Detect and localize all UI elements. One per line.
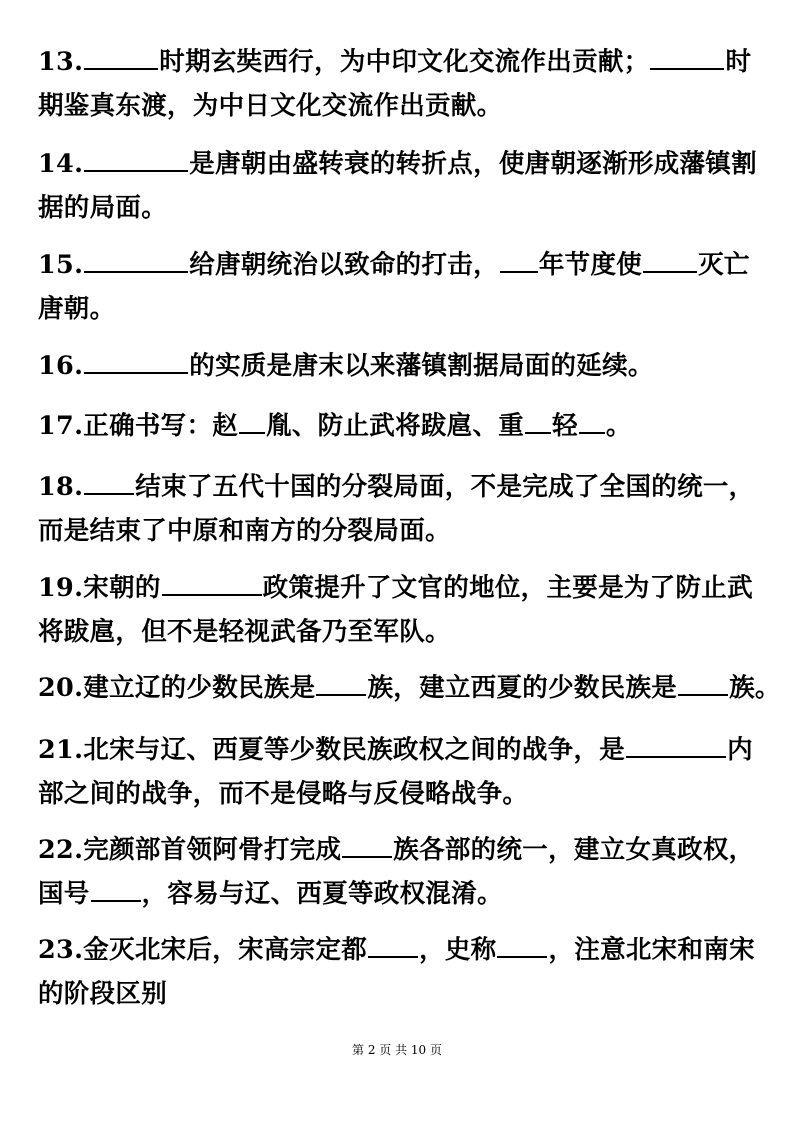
answer-blank[interactable] xyxy=(650,44,724,70)
question-text: 北宋与辽、西夏等少数民族政权之间的战争，是 xyxy=(83,735,626,765)
answer-blank[interactable] xyxy=(91,876,141,902)
question-text: 族各部的统一，建立女真政权， xyxy=(393,835,755,865)
question-text: 族。 xyxy=(729,673,781,703)
question-text: 的阶段区别 xyxy=(38,979,168,1009)
question-text: 时期玄奘西行，为中印文化交流作出贡献； xyxy=(159,47,650,77)
question-text: 年节度使 xyxy=(538,250,643,280)
answer-blank[interactable] xyxy=(643,247,697,273)
question-text: 。 xyxy=(605,411,632,441)
question-17 xyxy=(38,404,632,448)
question-text: 唐朝。 xyxy=(38,294,116,324)
question-number: 18. xyxy=(38,472,84,502)
answer-blank[interactable] xyxy=(239,408,265,434)
question-text: 完颜部首领阿骨打完成 xyxy=(83,835,342,865)
question-number: 17. xyxy=(38,411,84,441)
question-number: 23. xyxy=(38,935,84,965)
question-16 xyxy=(38,344,654,388)
question-text: 时 xyxy=(725,47,752,77)
answer-blank[interactable] xyxy=(342,832,392,858)
question-text: ，注意北宋和南宋 xyxy=(548,935,755,965)
question-text: 据的局面。 xyxy=(38,193,168,223)
question-15 xyxy=(38,243,750,331)
question-text: ，容易与辽、西夏等政权混淆。 xyxy=(141,879,503,909)
question-number: 22. xyxy=(38,835,84,865)
question-text: 宋朝的 xyxy=(83,573,161,603)
page-footer: 第 2 页 共 10 页 xyxy=(352,1043,442,1057)
question-18 xyxy=(38,465,754,553)
answer-blank[interactable] xyxy=(500,247,538,273)
answer-blank[interactable] xyxy=(579,408,605,434)
answer-blank[interactable] xyxy=(525,408,551,434)
question-text: 正确书写：赵 xyxy=(83,411,239,441)
question-number: 16. xyxy=(38,351,84,381)
question-text: 给唐朝统治以致命的打击， xyxy=(189,250,499,280)
answer-blank[interactable] xyxy=(84,146,188,172)
question-text: 内 xyxy=(727,735,753,765)
question-number: 14. xyxy=(38,149,84,179)
question-text: 是唐朝由盛转衰的转折点，使唐朝逐渐形成藩镇割 xyxy=(189,149,757,179)
question-number: 19. xyxy=(38,573,84,603)
answer-blank[interactable] xyxy=(84,44,158,70)
answer-blank[interactable] xyxy=(497,932,547,958)
question-23 xyxy=(38,928,755,1016)
question-number: 21. xyxy=(38,735,84,765)
question-text: 胤、防止武将跋扈、重 xyxy=(266,411,525,441)
answer-blank[interactable] xyxy=(678,670,728,696)
question-text: 部之间的战争，而不是侵略与反侵略战争。 xyxy=(38,779,529,809)
question-text: ，史称 xyxy=(419,935,497,965)
question-text: 政策提升了文官的地位，主要是为了防止武 xyxy=(262,573,753,603)
question-number: 15. xyxy=(38,250,84,280)
answer-blank[interactable] xyxy=(84,348,188,374)
answer-blank[interactable] xyxy=(162,570,262,596)
question-text: 将跋扈，但不是轻视武备乃至军队。 xyxy=(38,617,451,647)
answer-blank[interactable] xyxy=(316,670,366,696)
question-text: 国号 xyxy=(38,879,90,909)
question-text: 轻 xyxy=(552,411,578,441)
answer-blank[interactable] xyxy=(84,247,188,273)
question-text: 结束了五代十国的分裂局面，不是完成了全国的统一， xyxy=(135,472,755,502)
question-20 xyxy=(38,666,781,710)
question-number: 13. xyxy=(38,47,84,77)
question-21 xyxy=(38,728,753,816)
answer-blank[interactable] xyxy=(626,732,726,758)
question-text: 期鉴真东渡，为中日文化交流作出贡献。 xyxy=(38,91,503,121)
question-19 xyxy=(38,566,753,654)
question-22 xyxy=(38,828,754,916)
question-text: 金灭北宋后，宋高宗定都 xyxy=(83,935,368,965)
question-text: 建立辽的少数民族是 xyxy=(83,673,316,703)
question-text: 的实质是唐末以来藩镇割据局面的延续。 xyxy=(189,351,654,381)
question-13 xyxy=(38,40,751,128)
answer-blank[interactable] xyxy=(368,932,418,958)
question-text: 而是结束了中原和南方的分裂局面。 xyxy=(38,516,451,546)
answer-blank[interactable] xyxy=(84,469,134,495)
question-text: 灭亡 xyxy=(698,250,750,280)
question-text: 族，建立西夏的少数民族是 xyxy=(367,673,678,703)
question-number: 20. xyxy=(38,673,84,703)
question-14 xyxy=(38,142,757,230)
